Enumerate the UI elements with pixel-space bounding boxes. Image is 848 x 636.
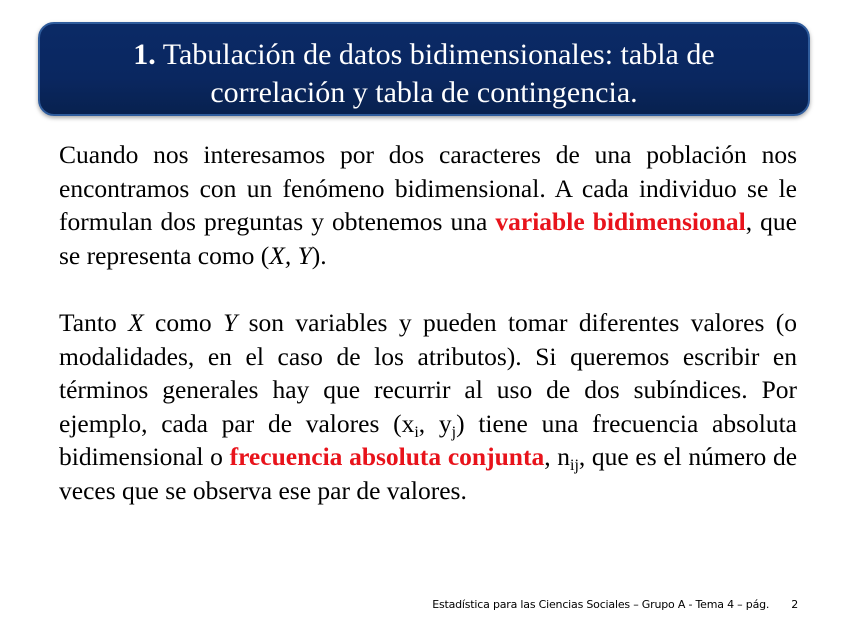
p2-text-1: Tanto — [59, 308, 129, 337]
footer-text: Estadística para las Ciencias Sociales – Grupo A - Tema 4 – pág. — [432, 598, 770, 611]
title-line-2: correlación y tabla de contingencia. — [210, 76, 638, 109]
page-number: 2 — [791, 598, 798, 611]
p2-subscript-ij: ij — [570, 457, 579, 475]
p1-highlight-variable-bidimensional: variable bidimensional — [495, 207, 746, 237]
p2-highlight-frecuencia-absoluta-conjunta: frecuencia absoluta conjunta — [229, 442, 545, 472]
title-banner — [38, 22, 810, 116]
p2-text-4: , y — [418, 408, 452, 438]
p2-text-6: , n — [544, 442, 570, 472]
title-line-1 — [40, 36, 808, 74]
p1-text-2: , que se representa como ( — [59, 207, 797, 270]
title-line-1-text: Tabulación de datos bidimensionales: tabla de — [162, 38, 715, 71]
p2-subscript-i: i — [414, 423, 419, 441]
p1-text-3: ). — [311, 240, 327, 270]
slide-title — [40, 36, 808, 112]
p2-text-2: como — [143, 308, 224, 337]
p2-text-7: , que es el número de veces que se observa ese par de valores. — [59, 442, 798, 505]
p1-text-1: Cuando nos interesamos por dos caracteres de una población nos encontramos con un fenómeno bidimensional. A cada individuo se le formulan dos preguntas y obtenemos una — [59, 140, 797, 237]
paragraph-1 — [59, 138, 797, 272]
p2-text-5: ) tiene una frecuencia absoluta bidimensional o — [59, 408, 798, 472]
p2-variable-y: Y — [223, 308, 238, 337]
p1-variable-xy: X, Y — [269, 240, 312, 270]
p2-text-3: son variables y pueden tomar diferentes valores (o modalidades, en el caso de los atributos). Si queremos escribir en términos generales hay que recurrir al uso de dos subíndices. Por ejemplo, cada par de valores (x — [59, 308, 797, 438]
paragraph-2 — [59, 306, 797, 508]
footer — [432, 598, 798, 611]
p2-subscript-j: j — [451, 423, 457, 441]
title-number: 1. — [133, 38, 156, 71]
p2-variable-x: X — [128, 308, 144, 337]
